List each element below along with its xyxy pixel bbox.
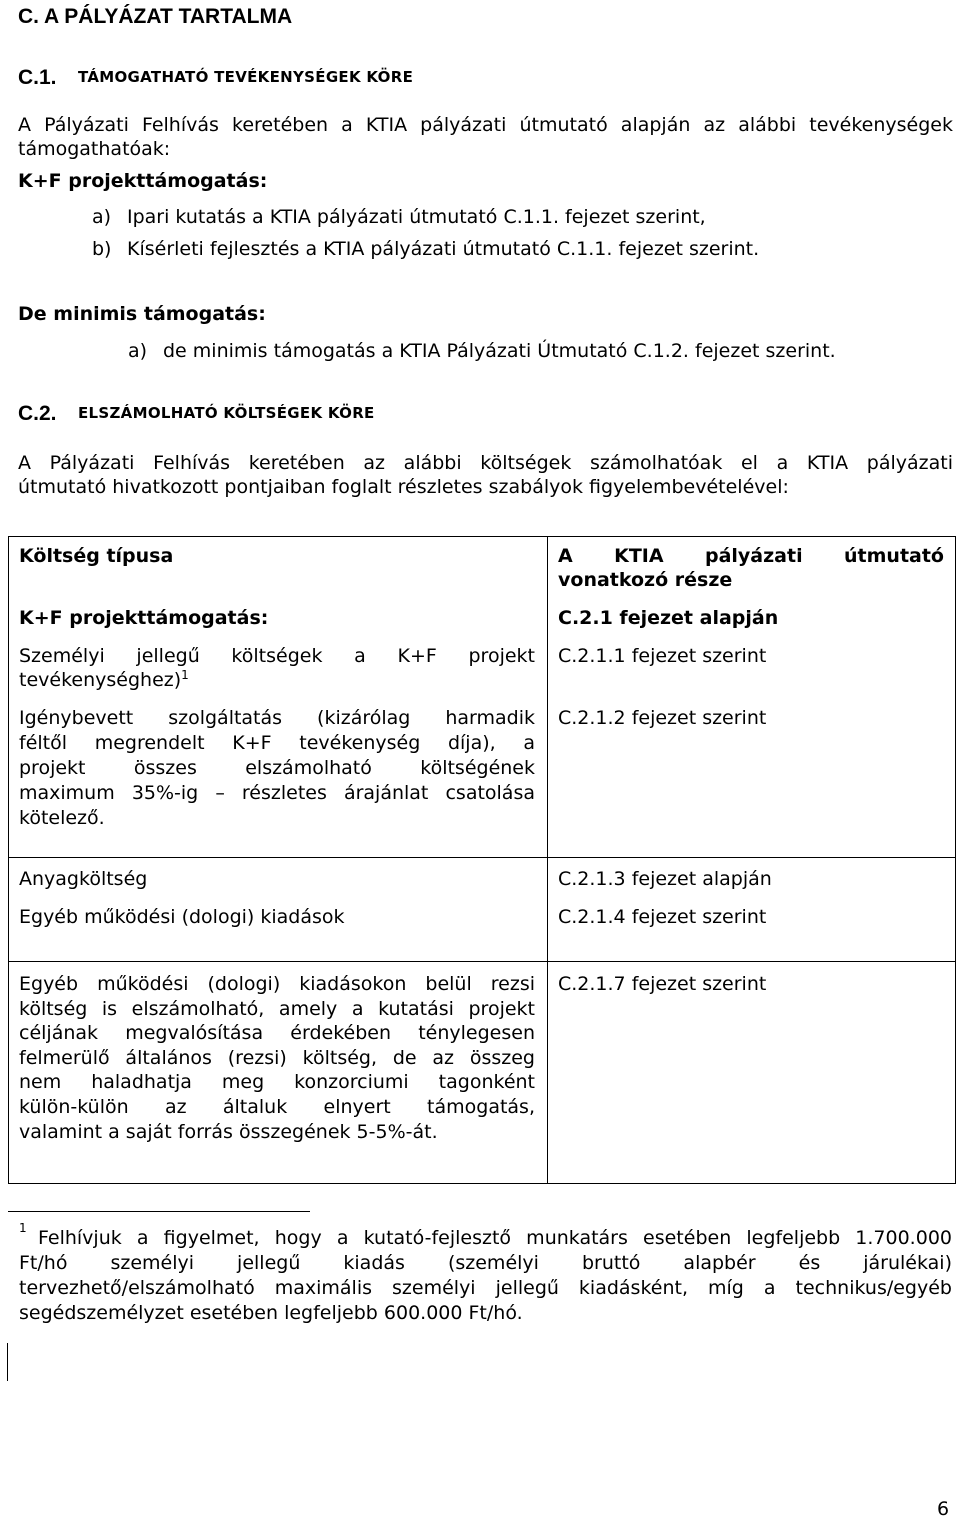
footnote-line: segédszemélyzet esetében legfeljebb 600.000 Ft/hó. [19,1302,523,1324]
kf-item-a-marker: a) [92,206,112,228]
table-cell-text: Egyéb működési (dologi) kiadások [19,906,345,928]
table-cell-text: céljának megvalósítása érdekében ténylegesen [19,1022,535,1044]
dm-item-a-text: de minimis támogatás a KTIA Pályázati Útmutató C.1.2. fejezet szerint. [163,340,836,362]
heading-c1-title: TÁMOGATHATÓ TEVÉKENYSÉGEK KÖRE [78,68,414,86]
heading-c2-number: C.2. [18,402,57,425]
footnote-line: Felhívjuk a figyelmet, hogy a kutató-fejlesztő munkatárs esetében legfeljebb 1.700.000 [38,1227,952,1249]
footnote-ref[interactable]: 1 [181,668,189,682]
dm-item-a-marker: a) [128,340,148,362]
table-cell-text: Anyagköltség [19,868,148,890]
footnote-line: tervezhető/elszámolható maximális személyi jellegű kiadásként, míg a technikus/egyéb [19,1277,952,1299]
table-column-divider [547,536,548,1184]
table-cell-text: maximum 35%-ig – részletes árajánlat csatolása [19,782,535,804]
heading-c2-title: ELSZÁMOLHATÓ KÖLTSÉGEK KÖRE [78,404,375,422]
footnote-separator [8,1211,310,1212]
table-cell-ref: C.2.1.2 fejezet szerint [558,707,767,729]
table-row-divider [8,857,956,858]
kf-item-b-text: Kísérleti fejlesztés a KTIA pályázati útmutató C.1.1. fejezet szerint. [127,238,760,260]
table-cell-text: Egyéb működési (dologi) kiadásokon belül rezsi [19,973,535,995]
table-cell-text: kötelező. [19,807,105,829]
c1-intro-line1: A Pályázati Felhívás keretében a KTIA pályázati útmutató alapján az alábbi tevékenységek [18,114,953,136]
table-cell-text: valamint a saját forrás összegének 5-5%-át. [19,1121,438,1143]
table-row-divider [8,961,956,962]
footnote-line: Ft/hó személyi jellegű kiadás (személyi bruttó alapbér és járulékai) [19,1252,952,1274]
kf-heading: K+F projekttámogatás: [18,170,268,192]
kf-item-b-marker: b) [92,238,112,260]
table-cell-ref: C.2.1.7 fejezet szerint [558,973,767,995]
kf-item-a-text: Ipari kutatás a KTIA pályázati útmutató C.1.1. fejezet szerint, [127,206,706,228]
table-header-cost-type: Költség típusa [19,545,174,567]
table-cell-ref: C.2.1.1 fejezet szerint [558,645,767,667]
c2-intro-line2: útmutató hivatkozott pontjaiban foglalt részletes szabályok figyelembevételével: [18,476,789,498]
table-cell-text: külön-külön az általuk elnyert támogatás, [19,1096,535,1118]
page-number: 6 [937,1498,950,1520]
margin-marker [7,1343,8,1381]
dm-heading: De minimis támogatás: [18,303,266,325]
table-kf-ref: C.2.1 fejezet alapján [558,607,779,629]
footnote-mark: 1 [19,1221,27,1235]
table-cell-text: Igénybevett szolgáltatás (kizárólag harmadik [19,707,535,729]
table-cell-text: Személyi jellegű költségek a K+F projekt [19,645,535,667]
heading-c1-number: C.1. [18,66,57,89]
table-header-guide-ref-line2: vonatkozó része [558,569,733,591]
c1-intro-line2: támogathatóak: [18,138,171,160]
table-cell-text: nem haladhatja meg konzorciumi tagonként [19,1071,535,1093]
table-cell-text: projekt összes elszámolható költségének [19,757,535,779]
section-title: C. A PÁLYÁZAT TARTALMA [18,5,293,28]
table-cell-ref: C.2.1.4 fejezet szerint [558,906,767,928]
table-kf-label: K+F projekttámogatás: [19,607,269,629]
table-header-guide-ref-line1: A KTIA pályázati útmutató [558,545,944,567]
table-cell-text: tevékenységhez)$^1$ [19,668,189,691]
table-cell-text: költség is elszámolható, amely a kutatási projekt [19,998,535,1020]
table-cell-text: féltől megrendelt K+F tevékenység díja), a [19,732,535,754]
table-cell-ref: C.2.1.3 fejezet alapján [558,868,772,890]
table-cell-text: felmerülő általános (rezsi) költség, de az összeg [19,1047,535,1069]
c2-intro-line1: A Pályázati Felhívás keretében az alábbi költségek számolhatóak el a KTIA pályázati [18,452,953,474]
